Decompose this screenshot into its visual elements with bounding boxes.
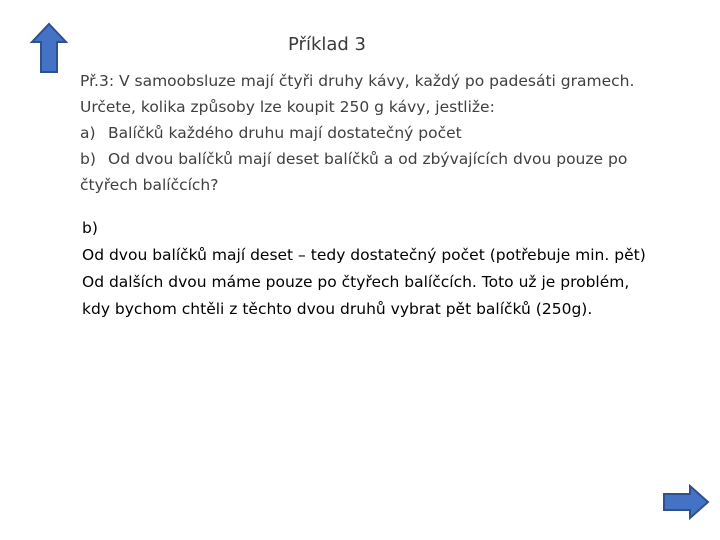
solution-line: Od dvou balíčků mají deset – tedy dostatečný počet (potřebuje min. pět) [82,246,646,264]
item-text: Balíčků každého druhu mají dostatečný počet [108,124,462,142]
solution-line: Od dalších dvou máme pouze po čtyřech balíčcích. Toto už je problém, [82,273,630,291]
problem-line: Př.3: V samoobsluze mají čtyři druhy kávy, každý po padesáti gramech. [80,72,635,90]
next-arrow-button[interactable] [662,484,710,520]
problem-statement [80,68,680,198]
problem-item-b [80,146,680,172]
slide-title: Příklad 3 [288,34,366,55]
up-arrow-icon [30,22,68,74]
solution-line: kdy bychom chtěli z těchto dvou druhů vybrat pět balíčků (250g). [82,300,593,318]
up-arrow-button[interactable] [30,22,68,74]
solution-text [82,215,682,323]
item-text: Od dvou balíčků mají deset balíčků a od zbývajících dvou pouze po [108,150,628,168]
problem-line: čtyřech balíčcích? [80,176,219,194]
problem-item-a [80,120,680,146]
right-arrow-icon [662,484,710,520]
problem-line: Určete, kolika způsoby lze koupit 250 g kávy, jestliže: [80,98,495,116]
solution-line: b) [82,219,98,237]
item-marker: b) [80,150,96,168]
item-marker: a) [80,124,96,142]
